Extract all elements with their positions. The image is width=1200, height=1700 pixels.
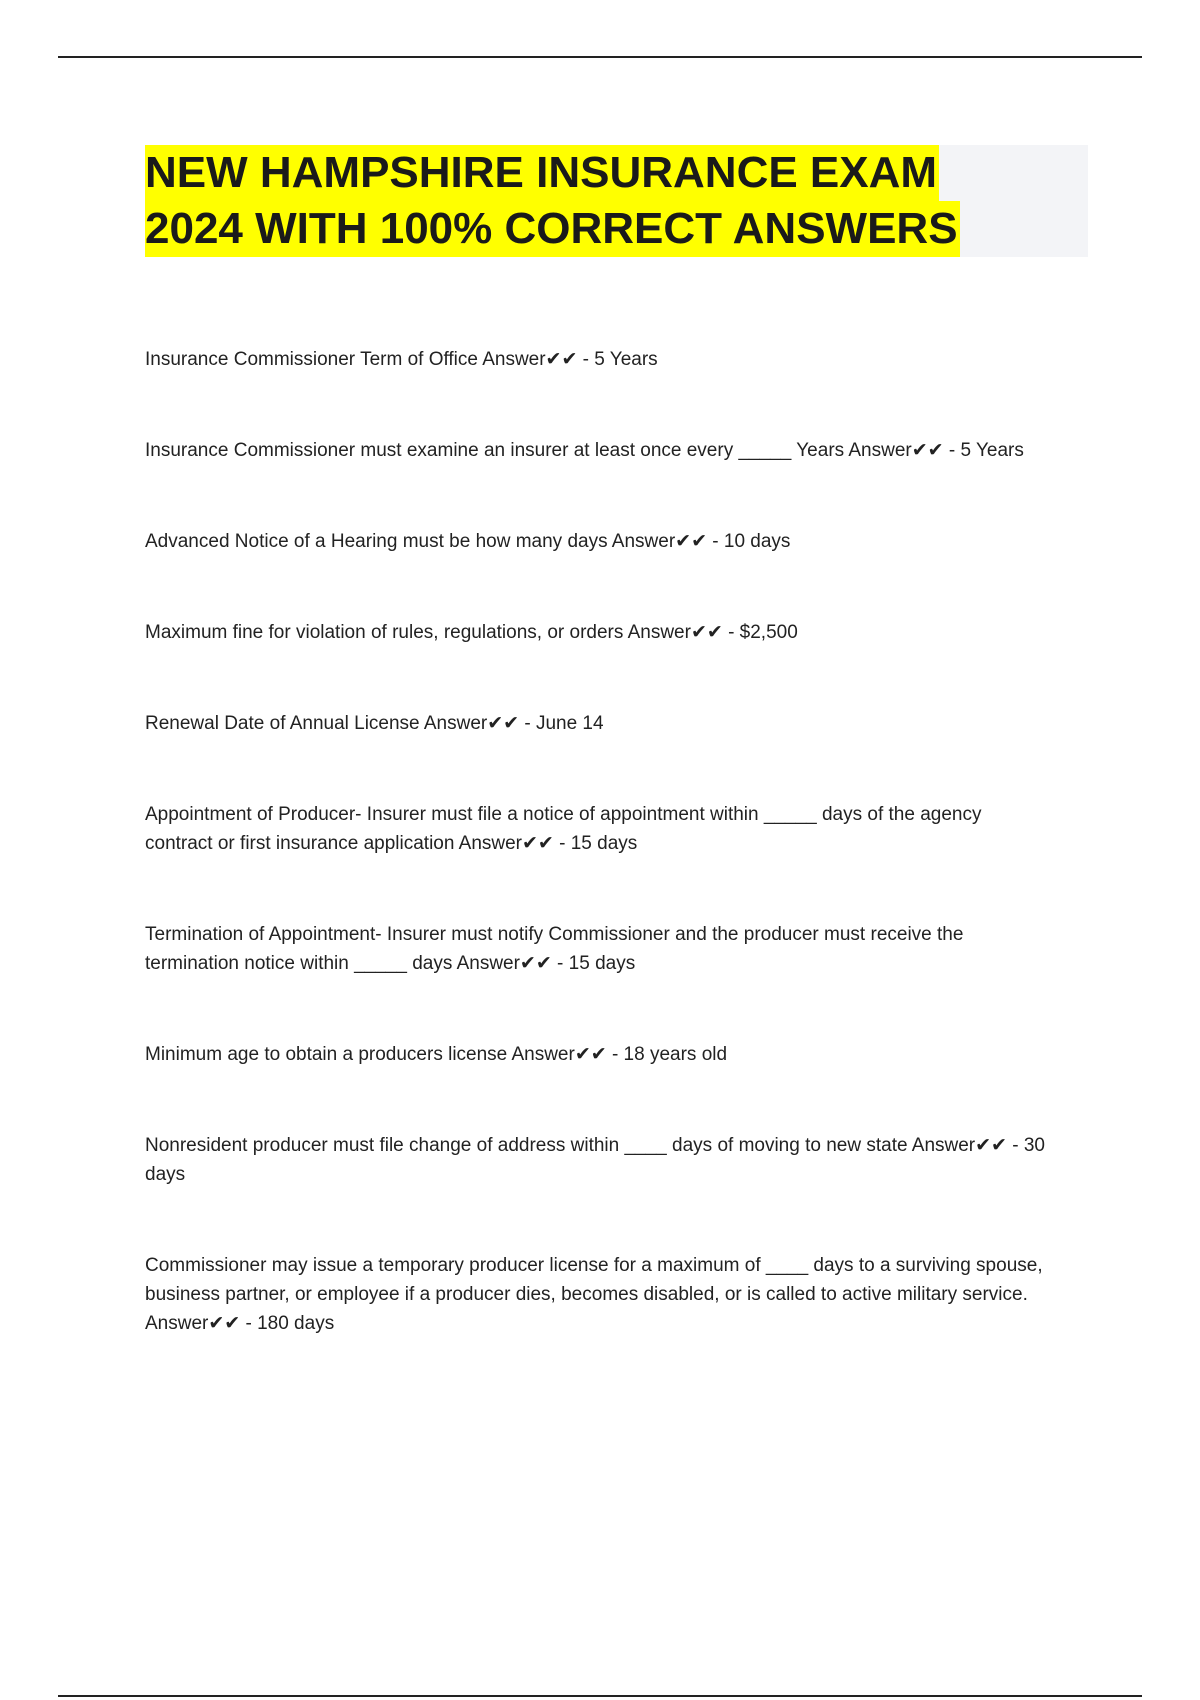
- title-line-1: NEW HAMPSHIRE INSURANCE EXAM: [145, 145, 939, 201]
- title-block: [145, 145, 1088, 257]
- qa-item: Insurance Commissioner must examine an insurer at least once every _____ Years Answer✔✔ - 5 Years: [145, 440, 1024, 461]
- page-title: [145, 145, 1088, 257]
- qa-item: Appointment of Producer- Insurer must file a notice of appointment within _____ days of the agency contract or first insurance application Answer✔✔ - 15 days: [145, 804, 982, 854]
- qa-item: Advanced Notice of a Hearing must be how many days Answer✔✔ - 10 days: [145, 531, 791, 552]
- title-line-2: 2024 WITH 100% CORRECT ANSWERS: [145, 201, 960, 257]
- qa-item: Nonresident producer must file change of address within ____ days of moving to new state Answer✔✔ - 30 days: [145, 1135, 1045, 1185]
- qa-item: Termination of Appointment- Insurer must notify Commissioner and the producer must receive the termination notice within _____ days Answer✔✔ - 15 days: [145, 924, 964, 974]
- bottom-rule: [58, 1695, 1142, 1697]
- qa-item: Commissioner may issue a temporary producer license for a maximum of ____ days to a surviving spouse, business partner, or employee if a producer dies, becomes disabled, or is called to active military service. Answer✔✔ - 180 days: [145, 1255, 1043, 1334]
- qa-item: Renewal Date of Annual License Answer✔✔ - June 14: [145, 713, 604, 734]
- qa-item: Insurance Commissioner Term of Office Answer✔✔ - 5 Years: [145, 349, 658, 370]
- qa-item: Maximum fine for violation of rules, regulations, or orders Answer✔✔ - $2,500: [145, 622, 798, 643]
- qa-item: Minimum age to obtain a producers license Answer✔✔ - 18 years old: [145, 1044, 728, 1065]
- top-rule: [58, 56, 1142, 58]
